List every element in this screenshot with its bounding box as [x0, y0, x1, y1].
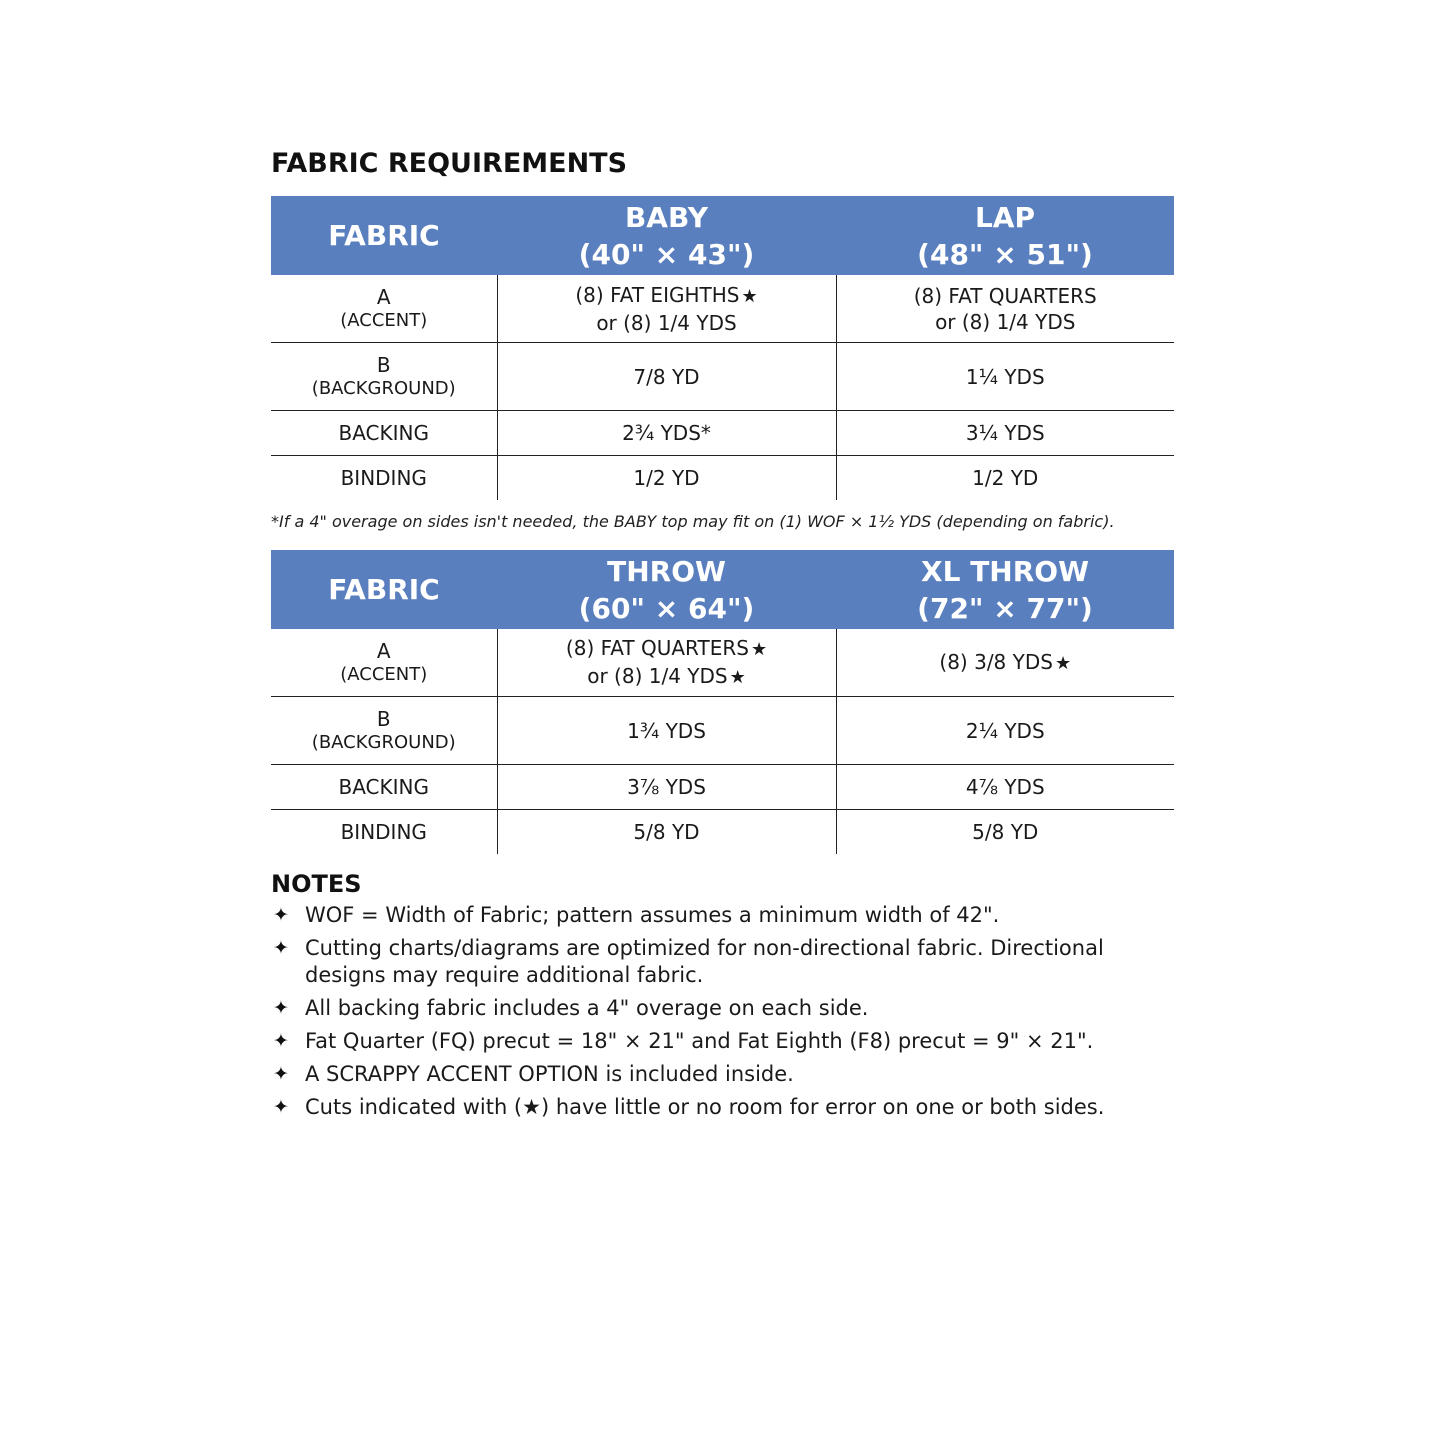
- table-cell: 2¼ YDS: [836, 697, 1174, 765]
- table-cell: [836, 275, 1174, 343]
- cell-text: or (8) 1/4 YDS: [935, 309, 1076, 334]
- table-cell: [836, 629, 1174, 697]
- note-text: A SCRAPPY ACCENT OPTION is included inside.: [305, 1062, 794, 1086]
- row-label-cell: [271, 275, 497, 343]
- header-fabric: FABRIC: [271, 550, 497, 629]
- table-row: [271, 697, 1174, 765]
- table-cell: 3¼ YDS: [836, 411, 1174, 456]
- table-cell: 1/2 YD: [836, 456, 1174, 501]
- row-sublabel: (BACKGROUND): [311, 377, 456, 399]
- notes-title: NOTES: [271, 870, 362, 898]
- sparkle-bullet-icon: ✦: [273, 1063, 289, 1085]
- row-label-cell: [271, 697, 497, 765]
- cell-text: or (8) 1/4 YDS: [587, 663, 728, 688]
- table-cell: [497, 275, 836, 343]
- star-icon: ★: [729, 666, 746, 688]
- note-text: WOF = Width of Fabric; pattern assumes a minimum width of 42".: [305, 903, 1000, 927]
- requirements-table-throw-xl: [271, 550, 1174, 854]
- row-label-cell: BACKING: [271, 765, 497, 810]
- cell-text: or (8) 1/4 YDS: [596, 310, 737, 335]
- row-label: A: [376, 284, 391, 309]
- row-label-cell: BACKING: [271, 411, 497, 456]
- baby-footnote: *If a 4" overage on sides isn't needed, the BABY top may fit on (1) WOF × 1½ YDS (depending on fabric).: [271, 512, 1115, 531]
- table-row: [271, 810, 1174, 855]
- table-row: [271, 411, 1174, 456]
- table-cell: 5/8 YD: [497, 810, 836, 855]
- requirements-table-baby-lap: [271, 196, 1174, 500]
- star-icon: ★: [750, 638, 768, 660]
- sparkle-bullet-icon: ✦: [273, 1096, 289, 1118]
- list-item: [271, 1028, 1174, 1055]
- star-icon: ★: [1054, 652, 1072, 674]
- list-item: [271, 902, 1174, 929]
- table-cell: 7/8 YD: [497, 343, 836, 411]
- list-item: [271, 1094, 1174, 1121]
- row-label: A: [376, 638, 391, 663]
- header-throw-name: THROW: [607, 554, 726, 588]
- table-cell: 1¾ YDS: [497, 697, 836, 765]
- header-xl-throw-size: (72" × 77"): [917, 591, 1093, 625]
- table-cell: 5/8 YD: [836, 810, 1174, 855]
- header-fabric: FABRIC: [271, 196, 497, 275]
- header-xl-throw-name: XL THROW: [921, 554, 1089, 588]
- row-label-cell: [271, 629, 497, 697]
- cell-text: (8) FAT QUARTERS: [565, 635, 749, 660]
- notes-list: [271, 902, 1174, 1127]
- table-row: [271, 275, 1174, 343]
- table-row: [271, 765, 1174, 810]
- row-sublabel: (ACCENT): [340, 309, 428, 331]
- header-baby: [497, 196, 836, 275]
- row-sublabel: (ACCENT): [340, 663, 428, 685]
- sparkle-bullet-icon: ✦: [273, 997, 289, 1019]
- sparkle-bullet-icon: ✦: [273, 937, 289, 959]
- header-throw: [497, 550, 836, 629]
- table-cell: 1¼ YDS: [836, 343, 1174, 411]
- table-row: [271, 456, 1174, 501]
- page-title: FABRIC REQUIREMENTS: [271, 148, 628, 179]
- cell-text: (8) FAT EIGHTHS: [575, 282, 740, 307]
- table-cell: [497, 629, 836, 697]
- row-label-cell: BINDING: [340, 466, 427, 490]
- header-baby-name: BABY: [624, 200, 709, 234]
- cell-text: (8) FAT QUARTERS: [913, 283, 1097, 308]
- sparkle-bullet-icon: ✦: [273, 904, 289, 926]
- note-text: Cutting charts/diagrams are optimized for non-directional fabric. Directional designs may require additional fabric.: [305, 936, 1104, 987]
- note-text: All backing fabric includes a 4" overage on each side.: [305, 996, 869, 1020]
- row-label: B: [376, 706, 391, 731]
- star-icon: ★: [741, 285, 758, 307]
- header-throw-size: (60" × 64"): [578, 591, 755, 625]
- header-lap: [836, 196, 1174, 275]
- list-item: [271, 935, 1174, 989]
- list-item: [271, 995, 1174, 1022]
- table-header-row: [271, 550, 1174, 629]
- row-label-cell: BINDING: [340, 820, 427, 844]
- note-text: Cuts indicated with (★) have little or no room for error on one or both sides.: [305, 1095, 1105, 1119]
- table-cell: 4⅞ YDS: [836, 765, 1174, 810]
- header-lap-size: (48" × 51"): [917, 237, 1093, 271]
- note-text: Fat Quarter (FQ) precut = 18" × 21" and Fat Eighth (F8) precut = 9" × 21".: [305, 1029, 1094, 1053]
- list-item: [271, 1061, 1174, 1088]
- sparkle-bullet-icon: ✦: [273, 1030, 289, 1052]
- table-header-row: [271, 196, 1174, 275]
- row-sublabel: (BACKGROUND): [311, 731, 456, 753]
- table-cell: 1/2 YD: [497, 456, 836, 501]
- header-xl-throw: [836, 550, 1174, 629]
- header-baby-size: (40" × 43"): [578, 237, 755, 271]
- header-lap-name: LAP: [974, 200, 1036, 234]
- table-row: [271, 629, 1174, 697]
- cell-text: (8) 3/8 YDS: [939, 649, 1053, 674]
- row-label-cell: [271, 343, 497, 411]
- table-cell: 3⅞ YDS: [497, 765, 836, 810]
- table-cell: 2¾ YDS*: [497, 411, 836, 456]
- row-label: B: [376, 352, 391, 377]
- table-row: [271, 343, 1174, 411]
